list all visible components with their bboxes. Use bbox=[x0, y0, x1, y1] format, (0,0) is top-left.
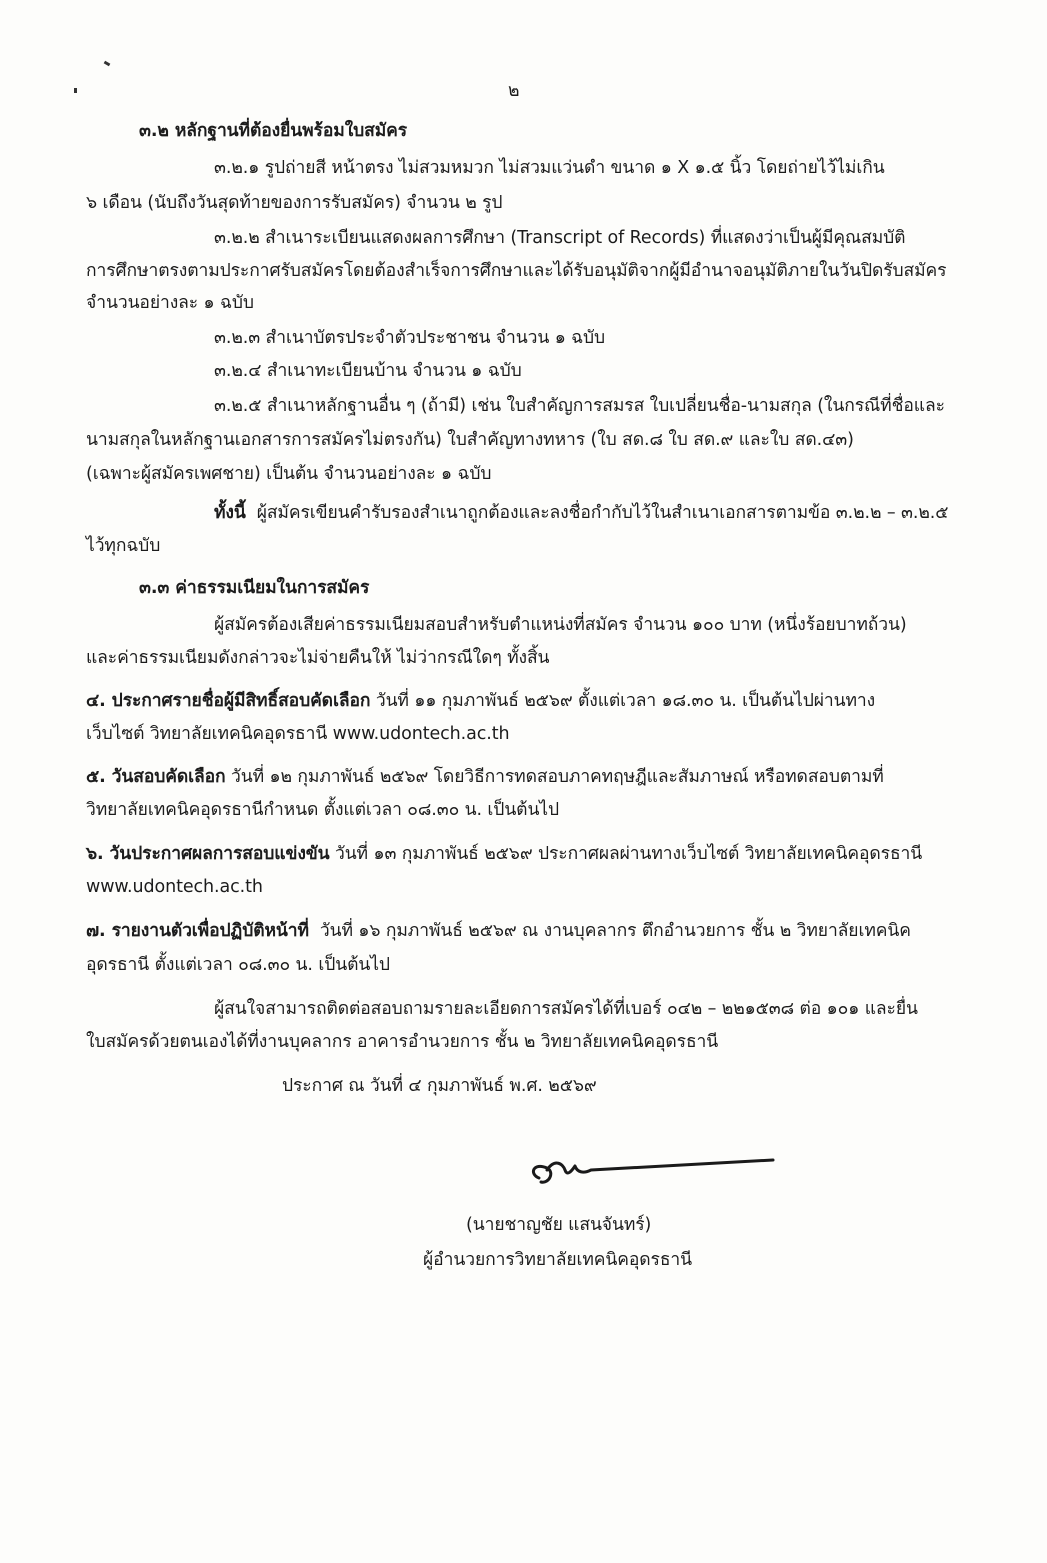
announce-date: ประกาศ ณ วันที่ ๔ กุมภาพันธ์ พ.ศ. ๒๕๖๙ bbox=[282, 1076, 597, 1096]
section-3-2-heading: ๓.๒ หลักฐานที่ต้องยื่นพร้อมใบสมัคร bbox=[139, 121, 408, 141]
item-3-2-2-line-2: การศึกษาตรงตามประกาศรับสมัครโดยต้องสำเร็จการศึกษาและได้รับอนุมัติจากผู้มีอำนาจอนุมัติภายในวันปิดรับสมัคร bbox=[86, 261, 947, 281]
contact-line-2: ใบสมัครด้วยตนเองได้ที่งานบุคลากร อาคารอำนวยการ ชั้น ๒ วิทยาลัยเทคนิคอุดรธานี bbox=[86, 1032, 719, 1052]
item-3-2-2-line-1: ๓.๒.๒ สำเนาระเบียนแสดงผลการศึกษา (Transcript of Records) ที่แสดงว่าเป็นผู้มีคุณสมบัติ bbox=[214, 228, 906, 248]
section-7-text: วันที่ ๑๖ กุมภาพันธ์ ๒๕๖๙ ณ งานบุคลากร ตึกอำนวยการ ชั้น ๒ วิทยาลัยเทคนิค bbox=[319, 921, 911, 941]
signer-name: (นายชาญชัย แสนจันทร์) bbox=[466, 1215, 652, 1235]
section-4-text: วันที่ ๑๑ กุมภาพันธ์ ๒๕๖๙ ตั้งแต่เวลา ๑๘.๓๐ น. เป็นต้นไปผ่านทาง bbox=[375, 691, 876, 711]
scan-speck bbox=[104, 61, 111, 67]
item-3-2-5-line-2: นามสกุลในหลักฐานเอกสารการสมัครไม่ตรงกัน) ใบสำคัญทางทหาร (ใบ สด.๘ ใบ สด.๙ และใบ สด.๔๓) bbox=[86, 430, 854, 450]
section-6-line-2: www.udontech.ac.th bbox=[86, 877, 263, 897]
note-text: ผู้สมัครเขียนคำรับรองสำเนาถูกต้องและลงชื่อกำกับไว้ในสำเนาเอกสารตามข้อ ๓.๒.๒ – ๓.๒.๕ bbox=[256, 503, 949, 523]
section-4-line-1 bbox=[86, 690, 875, 712]
item-3-2-4: ๓.๒.๔ สำเนาทะเบียนบ้าน จำนวน ๑ ฉบับ bbox=[214, 361, 522, 381]
section-3-3-heading: ๓.๓ ค่าธรรมเนียมในการสมัคร bbox=[139, 578, 370, 598]
item-3-2-1-line-1: ๓.๒.๑ รูปถ่ายสี หน้าตรง ไม่สวมหมวก ไม่สวมแว่นดำ ขนาด ๑ X ๑.๕ นิ้ว โดยถ่ายไว้ไม่เกิน bbox=[214, 158, 885, 178]
signature-icon bbox=[525, 1148, 785, 1198]
section-4-line-2: เว็บไซต์ วิทยาลัยเทคนิคอุดรธานี www.udontech.ac.th bbox=[86, 724, 510, 744]
item-3-2-1-line-2: ๖ เดือน (นับถึงวันสุดท้ายของการรับสมัคร) จำนวน ๒ รูป bbox=[86, 193, 503, 213]
page-number: ๒ bbox=[508, 81, 520, 101]
section-5-title: ๕. วันสอบคัดเลือก bbox=[86, 767, 226, 787]
fee-line-1: ผู้สมัครต้องเสียค่าธรรมเนียมสอบสำหรับตำแหน่งที่สมัคร จำนวน ๑๐๐ บาท (หนึ่งร้อยบาทถ้วน) bbox=[214, 615, 907, 635]
section-5-text: วันที่ ๑๒ กุมภาพันธ์ ๒๕๖๙ โดยวิธีการทดสอบภาคทฤษฎีและสัมภาษณ์ หรือทดสอบตามที่ bbox=[231, 767, 884, 787]
section-4-title: ๔. ประกาศรายชื่อผู้มีสิทธิ์สอบคัดเลือก bbox=[86, 691, 371, 711]
fee-line-2: และค่าธรรมเนียมดังกล่าวจะไม่จ่ายคืนให้ ไม่ว่ากรณีใดๆ ทั้งสิ้น bbox=[86, 648, 550, 668]
note-lead: ทั้งนี้ bbox=[214, 503, 246, 523]
item-3-2-5-line-1: ๓.๒.๕ สำเนาหลักฐานอื่น ๆ (ถ้ามี) เช่น ใบสำคัญการสมรส ใบเปลี่ยนชื่อ-นามสกุล (ในกรณีที่ชื่อและ bbox=[214, 396, 945, 416]
item-3-2-2-line-3: จำนวนอย่างละ ๑ ฉบับ bbox=[86, 293, 254, 313]
section-7-title: ๗. รายงานตัวเพื่อปฏิบัติหน้าที่ bbox=[86, 921, 309, 941]
item-3-2-5-line-3: (เฉพาะผู้สมัครเพศชาย) เป็นต้น จำนวนอย่างละ ๑ ฉบับ bbox=[86, 464, 492, 484]
section-5-line-1 bbox=[86, 766, 884, 788]
section-6-text: วันที่ ๑๓ กุมภาพันธ์ ๒๕๖๙ ประกาศผลผ่านทางเว็บไซต์ วิทยาลัยเทคนิคอุดรธานี bbox=[334, 844, 923, 864]
section-6-title: ๖. วันประกาศผลการสอบแข่งขัน bbox=[86, 844, 330, 864]
section-7-line-2: อุดรธานี ตั้งแต่เวลา ๐๘.๓๐ น. เป็นต้นไป bbox=[86, 955, 390, 975]
section-7-line-1 bbox=[86, 920, 911, 942]
contact-line-1: ผู้สนใจสามารถติดต่อสอบถามรายละเอียดการสมัครได้ที่เบอร์ ๐๔๒ – ๒๒๑๕๓๘ ต่อ ๑๐๑ และยื่น bbox=[214, 999, 918, 1019]
section-5-line-2: วิทยาลัยเทคนิคอุดรธานีกำหนด ตั้งแต่เวลา ๐๘.๓๐ น. เป็นต้นไป bbox=[86, 800, 560, 820]
item-3-2-3: ๓.๒.๓ สำเนาบัตรประจำตัวประชาชน จำนวน ๑ ฉบับ bbox=[214, 328, 605, 348]
scan-speck bbox=[74, 88, 77, 93]
signer-title: ผู้อำนวยการวิทยาลัยเทคนิคอุดรธานี bbox=[423, 1250, 693, 1270]
note-line-1 bbox=[214, 502, 948, 524]
note-line-2: ไว้ทุกฉบับ bbox=[86, 536, 161, 556]
section-6-line-1 bbox=[86, 843, 922, 865]
